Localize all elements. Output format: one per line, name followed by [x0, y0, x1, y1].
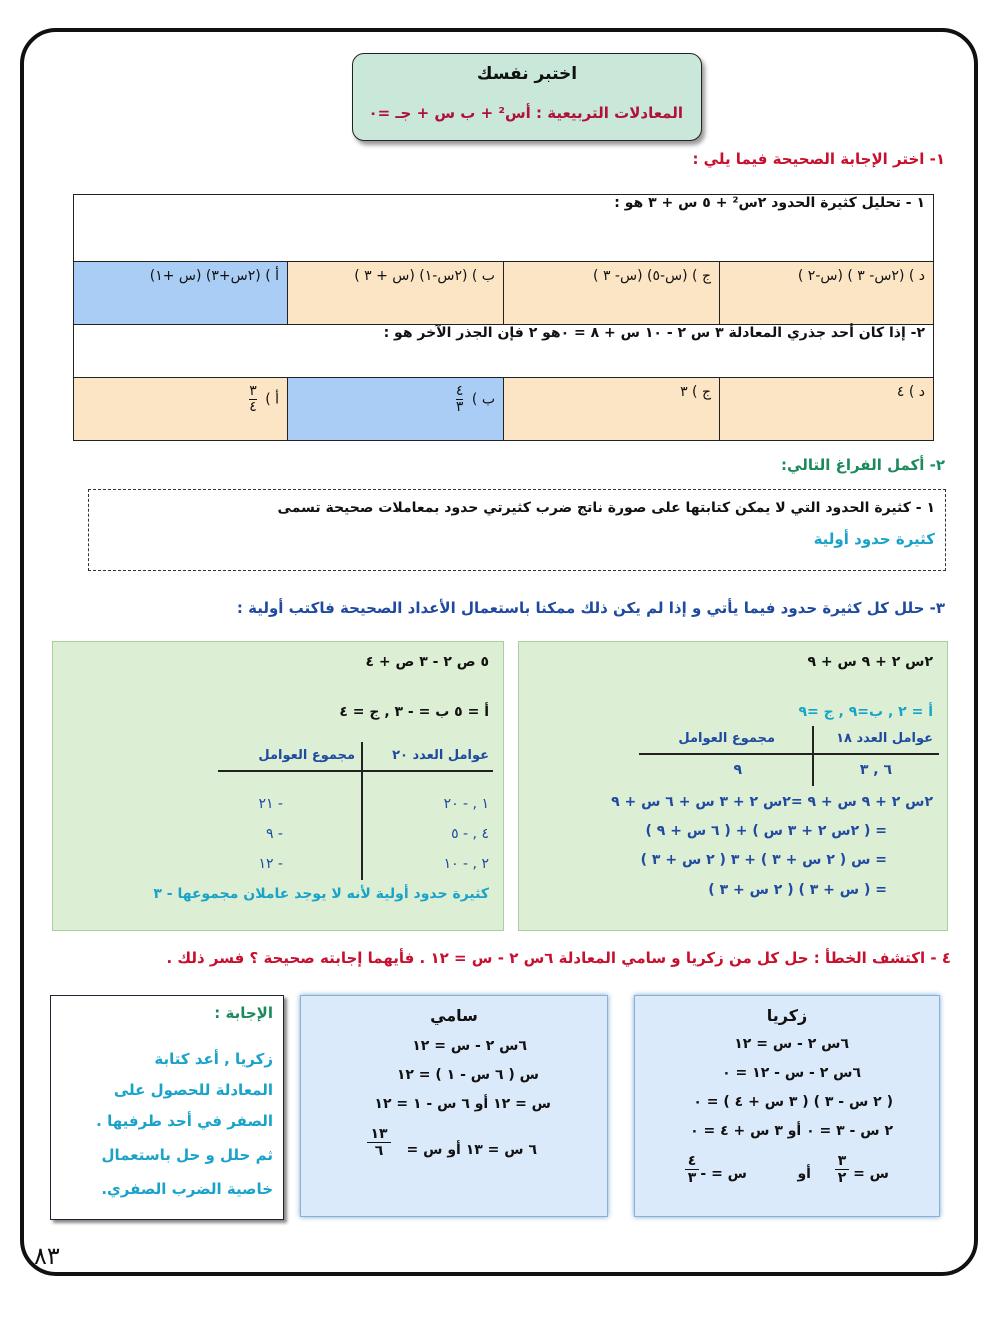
fraction-numerator: ٤	[455, 383, 464, 399]
coefficients: أ = ٥ ب = - ٣ , ج = ٤	[339, 704, 489, 720]
answer-line-5: خاصية الضرب الصفري.	[101, 1180, 273, 1198]
option-label: أ )	[265, 391, 279, 408]
q1-option-d[interactable]: د ) (٢س- ٣ ) (س-٢ )	[720, 262, 934, 325]
title-box	[352, 53, 702, 141]
fraction-numerator: ٣	[835, 1153, 849, 1170]
zakaria-final-prefix: س =	[853, 1166, 889, 1182]
answer-line-3: الصفر في أحد طرفيها .	[96, 1112, 273, 1130]
fraction-denominator: ٣	[455, 399, 464, 415]
fill-statement: ١ - كثيرة الحدود التي لا يمكن كتابتها على صورة ناتج ضرب كثيرتي حدود بمعاملات صحيحة تسمى	[277, 500, 935, 516]
question-1: ١ - تحليل كثيرة الحدود ٢س² + ٥ س + ٣ هو :	[74, 195, 934, 262]
fill-answer: كثيرة حدود أولية	[813, 530, 935, 548]
fraction-denominator: ٢	[837, 1170, 847, 1186]
answer-line-2: المعادلة للحصول على	[113, 1081, 273, 1099]
table-rule-h	[639, 753, 939, 755]
section3-heading: ٣- حلل كل كثيرة حدود فيما يأتي و إذا لم يكن ذلك ممكنا باستعمال الأعداد الصحيحة فاكتب أولية :	[236, 599, 945, 617]
answer-line-4: ثم حلل و حل باستعمال	[101, 1146, 273, 1164]
sami-box	[300, 995, 608, 1217]
col2-value: - ٢١	[258, 796, 283, 812]
fraction-numerator: ٣	[249, 383, 257, 399]
factor-panel-left	[52, 641, 504, 931]
table-rule-h	[218, 770, 493, 772]
zakaria-line-3: ( ٢ س - ٣ ) ( ٣ س + ٤ ) = ٠	[693, 1094, 893, 1110]
zakaria-fraction-2	[685, 1153, 699, 1186]
col1-value: ٤ , - ٥	[451, 826, 489, 842]
section2-heading: ٢- أكمل الفراغ التالي:	[781, 456, 945, 474]
fraction-denominator: ٤	[249, 399, 257, 415]
page-title: اختبر نفسك	[476, 64, 578, 84]
sami-final: ٦ س = ١٣ أو س =	[406, 1142, 537, 1158]
fill-blank-box	[88, 489, 946, 571]
col1-value: ١ , - ٢٠	[443, 796, 489, 812]
answer-label: الإجابة :	[214, 1004, 273, 1022]
step-2: = ( ٢س ٢ + ٣ س ) + ( ٦ س + ٩ )	[645, 823, 887, 839]
section4-heading: ٤ - اكتشف الخطأ : حل كل من زكريا و سامي المعادلة ٦س ٢ - س = ١٢ . فأيهما إجابته صحيحة ؟ فسر ذلك .	[166, 949, 951, 967]
fraction-numerator: ١٣	[367, 1126, 391, 1143]
step-1: ٢س ٢ + ٩ س + ٩ =٢س ٢ + ٣ س + ٦ س + ٩	[611, 794, 933, 810]
col1-value: ٦ , ٣	[859, 762, 892, 778]
zakaria-line-1: ٦س ٢ - س = ١٢	[734, 1036, 849, 1052]
problem-text: ٥ ص ٢ - ٣ ص + ٤	[365, 654, 489, 670]
coefficients: أ = ٢ , ب=٩ , ج =٩	[798, 704, 933, 720]
sami-line-3: س = ١٢ أو ٦ س - ١ = ١٢	[374, 1096, 551, 1112]
col2-value: ٩	[733, 762, 742, 778]
q1-option-b[interactable]: ب ) (٢س-١) (س + ٣ )	[288, 262, 504, 325]
conclusion: كثيرة حدود أولية لأنه لا يوجد عاملان مجموعها - ٣	[153, 886, 489, 902]
q2-option-d[interactable]: د ) ٤	[720, 378, 934, 441]
q1-option-c[interactable]: ج ) (س-٥) (س- ٣ )	[504, 262, 720, 325]
zakaria-line-4: ٢ س - ٣ = ٠ أو ٣ س + ٤ = ٠	[690, 1123, 893, 1139]
zakaria-fraction-1	[835, 1153, 849, 1186]
sami-name: سامي	[430, 1006, 478, 1025]
col2-header: مجموع العوامل	[258, 748, 355, 763]
zakaria-or: أو	[797, 1166, 811, 1182]
q2-option-a[interactable]	[74, 378, 288, 441]
step-4: = ( س + ٣ ) ( ٢ س + ٣ )	[708, 882, 887, 898]
sami-line-2: س ( ٦ س - ١ ) = ١٢	[396, 1067, 539, 1083]
fraction-numerator: ٤	[685, 1153, 699, 1170]
fraction-denominator: ٦	[374, 1143, 384, 1159]
col1-header: عوامل العدد ١٨	[836, 731, 933, 746]
col2-value: - ٩	[265, 826, 283, 842]
factor-panel-right	[518, 641, 948, 931]
step-3: = س ( ٢ س + ٣ ) + ٣ ( ٢ س + ٣ )	[640, 852, 887, 868]
fraction-denominator: ٣	[687, 1170, 697, 1186]
q2-option-b[interactable]	[288, 378, 504, 441]
page-number: ٨٣	[34, 1242, 60, 1270]
zakaria-final-mid: س = -	[700, 1166, 747, 1182]
question-2: ٢- إذا كان أحد جذري المعادلة ٣ س ٢ - ١٠ س + ٨ = ٠هو ٢ فإن الجذر الآخر هو :	[74, 325, 934, 378]
q1-option-a[interactable]: أ ) (٢س+٣) (س +١)	[74, 262, 288, 325]
table-rule-v	[812, 726, 814, 786]
zakaria-line-2: ٦س ٢ - س - ١٢ = ٠	[722, 1065, 861, 1081]
col1-value: ٢ , - ١٠	[443, 856, 489, 872]
table-rule-v	[361, 742, 363, 880]
fraction	[249, 384, 257, 415]
q2-option-c[interactable]: ج ) ٣	[504, 378, 720, 441]
section1-heading: ١- اختر الإجابة الصحيحة فيما يلي :	[692, 150, 945, 168]
sami-line-1: ٦س ٢ - س = ١٢	[412, 1038, 527, 1054]
col1-header: عوامل العدد ٢٠	[392, 748, 489, 763]
col2-header: مجموع العوامل	[678, 731, 775, 746]
answer-line-1: زكريا , أعد كتابة	[154, 1050, 273, 1068]
col2-value: - ١٢	[258, 856, 283, 872]
sami-fraction	[367, 1126, 391, 1159]
answer-box	[50, 995, 284, 1220]
fraction	[456, 384, 464, 415]
problem-text: ٢س ٢ + ٩ س + ٩	[807, 654, 933, 670]
page-subtitle: المعادلات التربيعية : أس² + ب س + جـ =٠	[368, 104, 683, 122]
zakaria-name: زكريا	[766, 1006, 808, 1025]
option-label: ب )	[471, 391, 495, 408]
zakaria-box	[634, 995, 940, 1217]
multiple-choice-table	[73, 194, 934, 441]
